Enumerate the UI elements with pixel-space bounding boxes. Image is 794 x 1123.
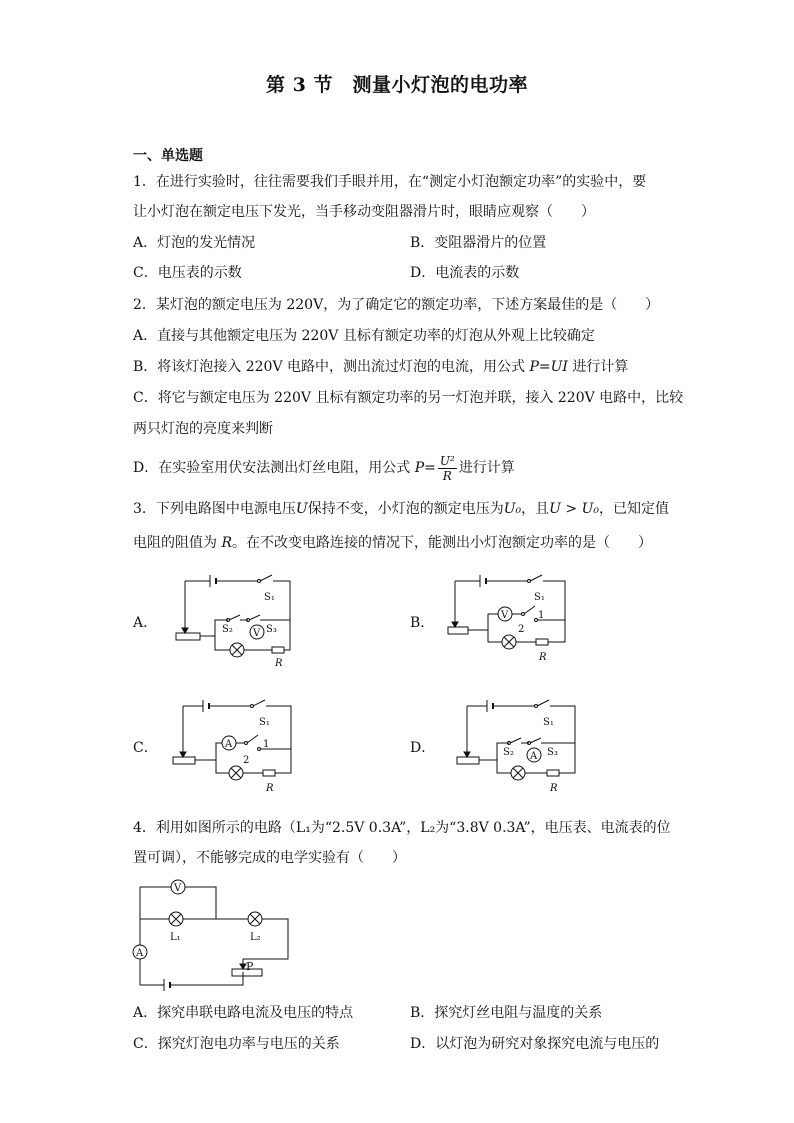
q1-option-d: D．电流表的示数 [410,265,520,281]
switch-s1-blade [537,700,549,706]
fraction-numerator: U² [439,453,455,468]
switch-blade [247,735,258,743]
q3-option-a-label: A． [133,615,158,631]
resistor-r [547,770,559,776]
q3-symbol-u0: U₀ [503,501,522,517]
slider-p-label: P [246,960,254,973]
slider-arrow-icon [182,628,188,633]
resistor-r [536,639,548,645]
q3-text-d: ，已知定值 [599,501,669,517]
r-label: R [550,783,558,794]
circuit-diagram-b [440,570,590,670]
q2-option-c-line1: C．将它与额定电压为 220V 且标有额定功率的另一灯泡并联，接入 220V 电路中，比较 [133,390,684,406]
wire [468,614,565,642]
section-heading: 一、单选题 [133,148,203,164]
q3-option-d-label: D． [410,740,436,756]
voltmeter-label: V [501,610,509,621]
switch-blade [524,606,535,614]
ammeter-label: A [136,948,144,959]
q4-option-b: B．探究灯丝电阻与温度的关系 [410,1005,603,1021]
wire [183,706,291,747]
q3-text-c: ，且 [521,501,550,517]
voltmeter-label: V [174,883,182,894]
switch-s1-blade [260,575,272,581]
s1-label: S₁ [259,717,270,728]
s1-label: S₁ [534,592,545,603]
terminal-2-label: 2 [243,755,250,766]
q3-text-b: 保持不变，小灯泡的额定电压为 [307,501,504,517]
q2-option-d-text: D．在实验室用伏安法测出灯丝电阻，用公式 [133,460,415,476]
ammeter-label: A [225,739,233,750]
q2-option-d-fraction [438,454,457,483]
q4-option-d: D．以灯泡为研究对象探究电流与电压的 [410,1036,660,1052]
r-label: R [275,658,283,669]
wire [140,887,288,985]
q3-option-b-label: B． [410,615,435,631]
q3-inequality: U > U₀ [549,501,599,517]
terminal-1-label: 1 [263,739,270,750]
slider-arrow-icon [464,752,470,757]
q2-option-d [133,453,515,483]
q3-symbol-r: R [221,535,232,551]
s3-label: S₃ [266,624,277,635]
fraction-denominator: R [442,468,452,483]
circuit-diagram-c [163,695,313,795]
q2-option-d-p: P= [414,460,436,476]
rheostat [457,757,479,764]
s1-label: S₁ [543,717,554,728]
q1-option-b: B．变阻器滑片的位置 [410,235,547,251]
q4-line1: 4．利用如图所示的电路（L₁为“2.5V 0.3A”，L₂为“3.8V 0.3A”，电压表、电流表的位 [133,820,671,836]
q2-option-a: A．直接与其他额定电压为 220V 且标有额定功率的灯泡从外观上比较确定 [133,328,595,344]
switch-s3-blade [249,615,260,620]
q3-option-c-label: C． [133,740,158,756]
ammeter-label: A [530,751,538,762]
q3-symbol-u: U [295,501,308,517]
rheostat [448,627,468,634]
switch-s2-blade [510,738,521,743]
terminal-1-label: 1 [538,610,545,621]
q1-line2: 让小灯泡在额定电压下发光，当手移动变阻器滑片时，眼睛应观察（ ） [133,204,595,220]
q4-option-c: C．探究灯泡电功率与电压的关系 [133,1036,340,1052]
s2-label: S₂ [503,747,514,758]
terminal-2-label: 2 [518,624,525,635]
q1-option-c: C．电压表的示数 [133,265,242,281]
r-label: R [539,652,547,663]
s2-label: S₂ [222,624,233,635]
rheostat [173,757,195,764]
q4-line2: 置可调），不能够完成的电学实验有（ ） [133,850,406,866]
q3-text-e: 电阻的阻值为 [133,535,222,551]
s1-label: S₁ [264,592,275,603]
rheostat [176,633,200,640]
l1-label: L₁ [170,932,181,943]
q2-option-b [133,357,628,377]
s3-label: S₃ [547,747,558,758]
page-title: 第 3 节 测量小灯泡的电功率 [266,74,528,96]
q3-line2 [133,533,652,553]
circuit-diagram-d [447,695,597,795]
circuit-diagram-q4 [128,872,298,997]
l2-label: L₂ [250,932,261,943]
switch-s1-blade [530,575,542,581]
q3-line1 [133,499,669,519]
q3-text-a: 3．下列电路图中电源电压 [133,501,296,517]
q4-option-a: A．探究串联电路电流及电压的特点 [133,1005,354,1021]
q2-option-b-tail: 进行计算 [567,359,629,375]
voltmeter-label: V [253,628,261,639]
q1-line1: 1．在进行实验时，往往需要我们手眼并用，在“测定小灯泡额定功率”的实验中，要 [133,174,647,190]
q2-line1: 2．某灯泡的额定电压为 220V，为了确定它的额定功率，下述方案最佳的是（ ） [133,297,660,313]
resistor-r [272,647,284,653]
resistor-r [263,770,275,776]
switch-s1-blade [253,700,265,706]
slider-arrow-icon [180,752,186,757]
switch-s3-blade [530,738,541,743]
q2-option-b-text: B．将该灯泡接入 220V 电路中，测出流过灯泡的电流，用公式 [133,359,530,375]
wire [467,706,575,747]
q2-option-d-tail: 进行计算 [458,460,515,476]
wire [479,743,575,773]
switch-s2-blade [229,615,240,620]
q2-option-c-line2: 两只灯泡的亮度来判断 [133,421,273,437]
q2-option-b-formula: P=UI [529,359,568,375]
circuit-diagram-a [160,570,310,670]
q1-option-a: A．灯泡的发光情况 [133,235,256,251]
q3-text-f: 。在不改变电路连接的情况下，能测出小灯泡额定功率的是（ ） [232,535,652,551]
r-label: R [266,783,274,794]
slider-arrow-icon [452,622,458,627]
